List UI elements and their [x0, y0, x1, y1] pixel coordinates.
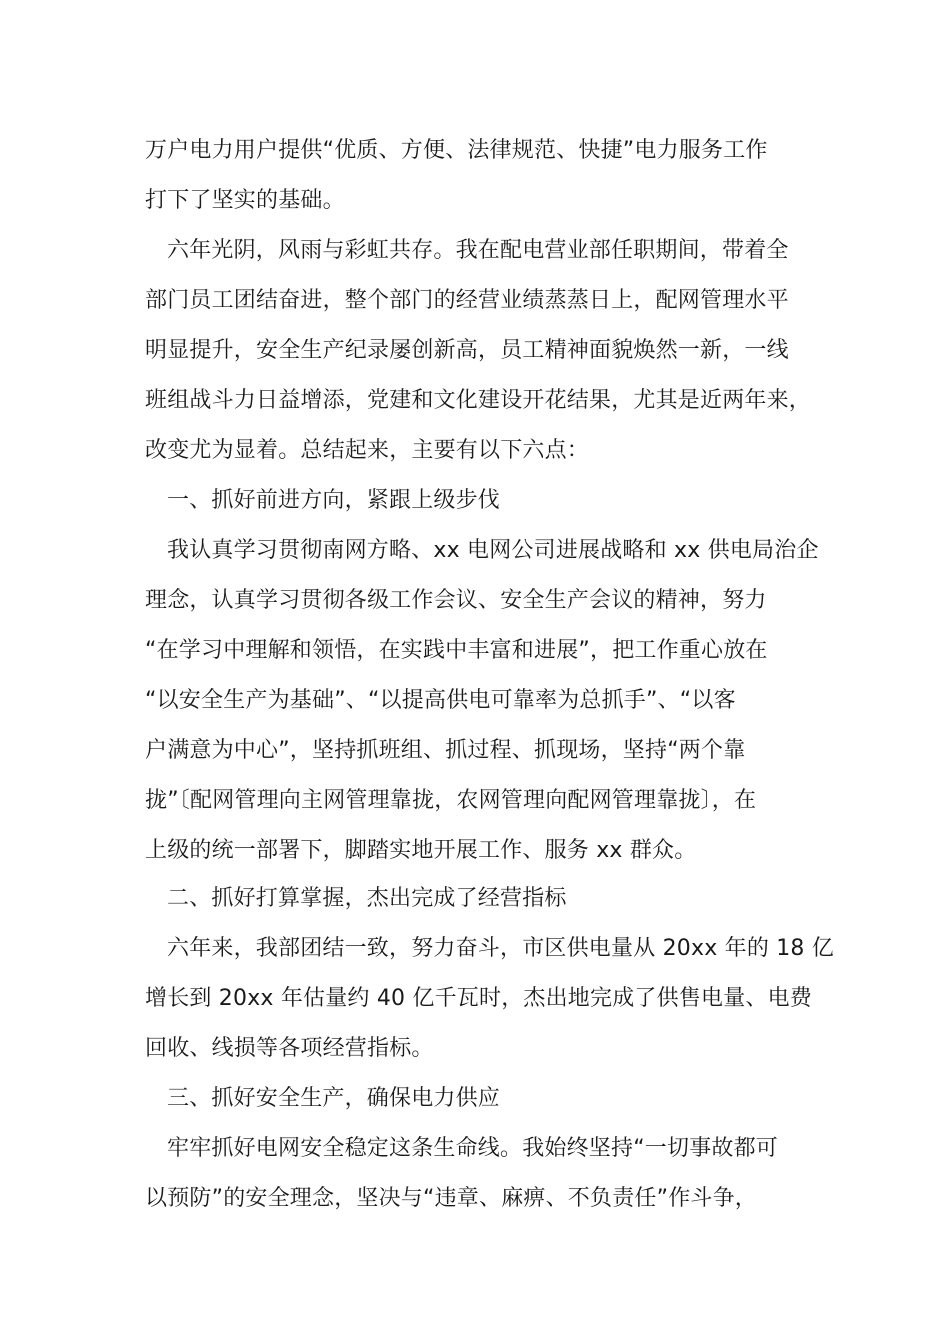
- body-text-line: 拢”〔配网管理向主网管理靠拢，农网管理向配网管理靠拢〕，在: [145, 788, 757, 813]
- section-heading: 三、抓好安全生产，确保电力供应: [167, 1086, 501, 1111]
- paragraph-start-line: 六年来，我部团结一致，努力奋斗，市区供电量从 20xx 年的 18 亿: [167, 936, 835, 961]
- section-heading: 二、抓好打算掌握，杰出完成了经营指标: [167, 886, 567, 911]
- body-text-line: 以预防”的安全理念，坚决与“违章、麻痹、不负责任”作斗争，: [145, 1186, 757, 1211]
- body-text-line: “以安全生产为基础”、“以提高供电可靠率为总抓手”、“以客: [145, 688, 736, 713]
- paragraph-start-line: 我认真学习贯彻南网方略、xx 电网公司进展战略和 xx 供电局治企: [167, 538, 819, 563]
- paragraph-start-line: 牢牢抓好电网安全稳定这条生命线。我始终坚持“一切事故都可: [167, 1136, 778, 1161]
- body-text-line: 部门员工团结奋进，整个部门的经营业绩蒸蒸日上，配网管理水平: [145, 288, 789, 313]
- body-text-line: 回收、线损等各项经营指标。: [145, 1036, 434, 1061]
- body-text-line: 万户电力用户提供“优质、方便、法律规范、快捷”电力服务工作: [145, 138, 768, 163]
- body-text-line: 增长到 20xx 年估量约 40 亿千瓦时，杰出地完成了供售电量、电费: [145, 986, 813, 1011]
- paragraph-start-line: 六年光阴，风雨与彩虹共存。我在配电营业部任职期间，带着全: [167, 238, 789, 263]
- body-text-line: 班组战斗力日益增添，党建和文化建设开花结果，尤其是近两年来，: [145, 388, 812, 413]
- body-text-line: 改变尤为显着。总结起来，主要有以下六点：: [145, 438, 590, 463]
- section-heading: 一、抓好前进方向，紧跟上级步伐: [167, 488, 501, 513]
- body-text-line: 户满意为中心”，坚持抓班组、抓过程、抓现场，坚持“两个靠: [145, 738, 746, 763]
- body-text-line: “在学习中理解和领悟，在实践中丰富和进展”，把工作重心放在: [145, 638, 768, 663]
- body-text-line: 明显提升，安全生产纪录屡创新高，员工精神面貌焕然一新，一线: [145, 338, 789, 363]
- body-text-line: 理念，认真学习贯彻各级工作会议、安全生产会议的精神，努力: [145, 588, 767, 613]
- body-text-line: 打下了坚实的基础。: [145, 188, 345, 213]
- body-text-line: 上级的统一部署下，脚踏实地开展工作、服务 xx 群众。: [145, 838, 697, 863]
